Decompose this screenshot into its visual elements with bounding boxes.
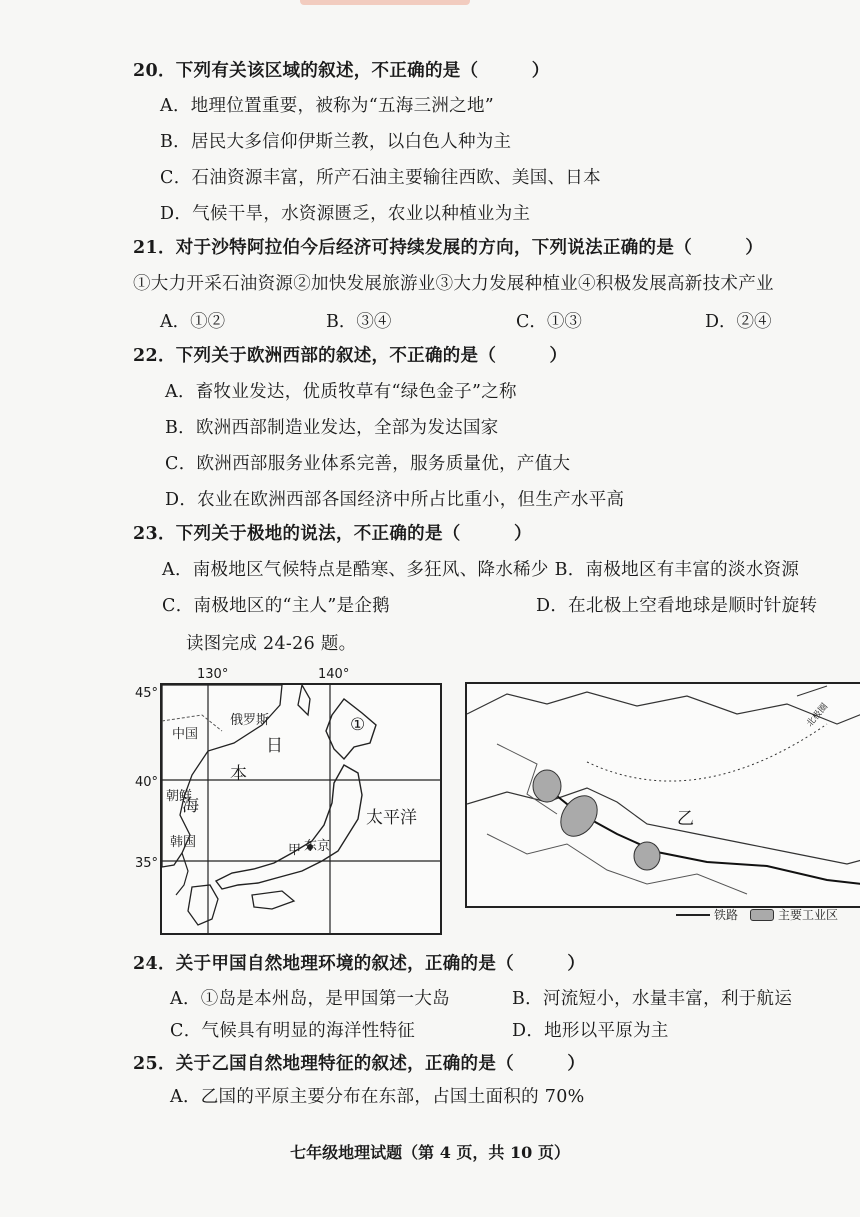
question-24-option-a: A．①岛是本州岛，是甲国第一大岛 (170, 989, 450, 1009)
question-20-stem: 20．下列有关该区域的叙述，不正确的是（ ） (133, 61, 550, 81)
map2-arctic-circle-label: 北极圈 (805, 701, 831, 730)
map1-russia-label: 俄罗斯 (230, 713, 270, 728)
question-22-option-b: B．欧洲西部制造业发达，全部为发达国家 (165, 418, 499, 438)
map1-sea-of-japan-char1: 日 (266, 736, 283, 756)
map1-pacific-label: 太平洋 (366, 808, 417, 828)
question-22-option-d: D．农业在欧洲西部各国经济中所占比重小，但生产水平高 (165, 490, 625, 510)
map1-lon-130: 130° (197, 667, 229, 682)
map2-legend (676, 906, 838, 923)
question-20-option-a: A．地理位置重要，被称为“五海三洲之地” (160, 96, 495, 116)
legend-industry-label: 主要工业区 (778, 908, 839, 922)
japan-map (160, 683, 442, 935)
question-21-items: ①大力开采石油资源②加快发展旅游业③大力发展种植业④积极发展高新技术产业 (133, 274, 774, 294)
map1-lat-40: 40° (135, 775, 159, 790)
map1-lat-35: 35° (135, 856, 159, 871)
question-21-option-a: A．①② (160, 312, 226, 332)
question-25-stem: 25．关于乙国自然地理特征的叙述，正确的是（ ） (133, 1054, 586, 1074)
map1-north-korea-label: 朝鲜 (166, 789, 193, 804)
question-23-option-ab: A．南极地区气候特点是酷寒、多狂风、降水稀少 B．南极地区有丰富的淡水资源 (162, 560, 800, 580)
question-20-option-c: C．石油资源丰富，所产石油主要输往西欧、美国、日本 (160, 168, 601, 188)
map2-country-yi-label: 乙 (677, 809, 694, 829)
map-intro: 读图完成 24-26 题。 (186, 634, 357, 654)
question-21-option-d: D．②④ (705, 312, 772, 332)
map1-sea-of-japan-char3: 海 (182, 796, 199, 816)
question-24-option-c: C．气候具有明显的海洋性特征 (170, 1021, 416, 1041)
question-22-option-a: A．畜牧业发达，优质牧草有“绿色金子”之称 (165, 382, 517, 402)
question-22-stem: 22．下列关于欧洲西部的叙述，不正确的是（ ） (133, 346, 568, 366)
map1-country-jia-label: 甲 (288, 843, 302, 858)
legend-railway-line (676, 914, 710, 916)
map1-south-korea-label: 韩国 (170, 835, 197, 850)
legend-industry-swatch (750, 909, 774, 921)
question-23-option-c: C．南极地区的“主人”是企鹅 (162, 596, 390, 616)
question-20-option-d: D．气候干旱，水资源匮乏，农业以种植业为主 (160, 204, 531, 224)
russia-map (465, 682, 860, 908)
question-24-option-b: B．河流短小，水量丰富，利于航运 (512, 989, 793, 1009)
top-stamp-mark (300, 0, 470, 5)
question-21-option-b: B．③④ (326, 312, 392, 332)
question-22-option-c: C．欧洲西部服务业体系完善，服务质量优，产值大 (165, 454, 571, 474)
map1-china-label: 中国 (172, 727, 199, 742)
question-21-stem: 21．对于沙特阿拉伯今后经济可持续发展的方向，下列说法正确的是（ ） (133, 238, 764, 258)
question-23-option-d: D．在北极上空看地球是顺时针旋转 (536, 596, 818, 616)
question-20-option-b: B．居民大多信仰伊斯兰教，以白色人种为主 (160, 132, 512, 152)
map1-island-1-label: ① (350, 715, 366, 735)
question-21-option-c: C．①③ (516, 312, 582, 332)
russia-map-svg (467, 684, 860, 906)
map1-lon-140: 140° (318, 667, 350, 682)
legend-railway-label: 铁路 (714, 908, 739, 922)
question-24-stem: 24．关于甲国自然地理环境的叙述，正确的是（ ） (133, 954, 586, 974)
map1-tokyo-label: 东京 (304, 839, 331, 854)
page-footer: 七年级地理试题（第 4 页，共 10 页） (290, 1143, 570, 1162)
question-23-stem: 23．下列关于极地的说法，不正确的是（ ） (133, 524, 532, 544)
question-25-option-a: A．乙国的平原主要分布在东部，占国土面积的 70% (170, 1087, 585, 1107)
map1-sea-of-japan-char2: 本 (230, 764, 247, 784)
map1-lat-45: 45° (135, 686, 159, 701)
question-24-option-d: D．地形以平原为主 (512, 1021, 669, 1041)
